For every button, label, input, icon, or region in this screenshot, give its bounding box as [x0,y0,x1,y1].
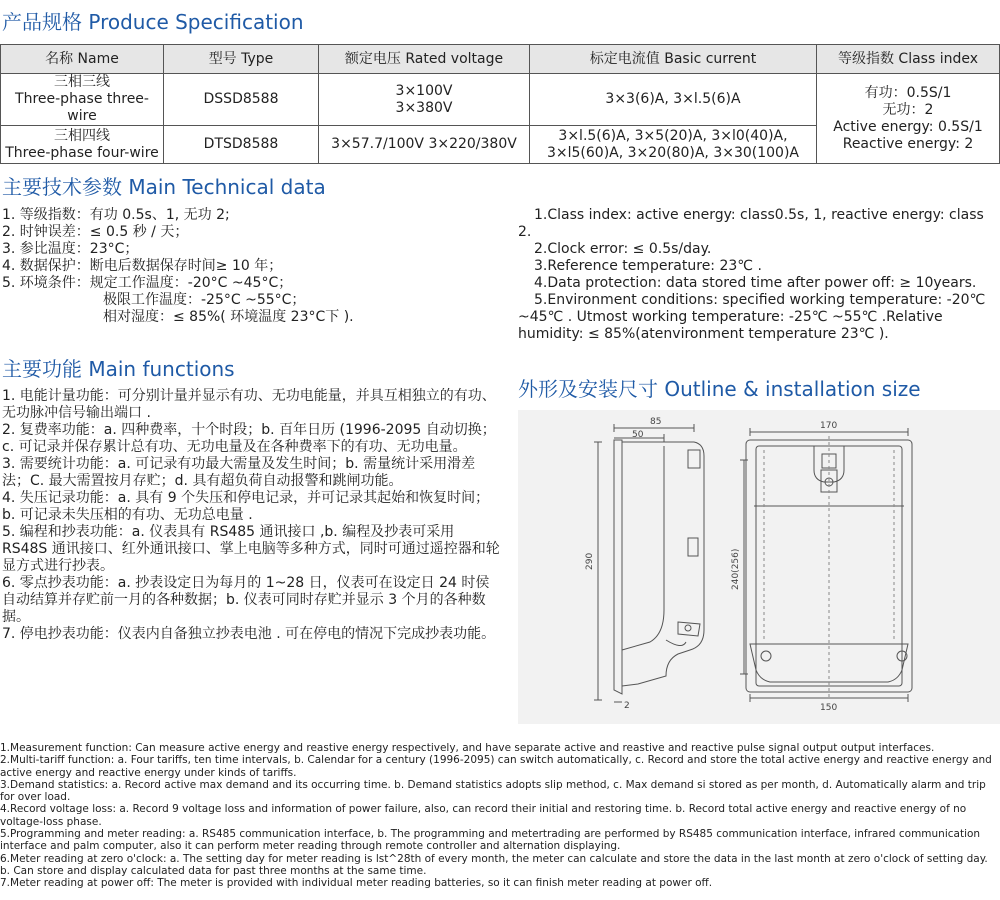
list-item: 4.Record voltage loss: a. Record 9 voltage loss and information of power failure, also, can record their initial and restoring time. b. Record total active energy and reactive energy of no voltage-loss phase. [0,803,967,828]
cell-class-index [817,74,1000,164]
list-item: 3. 需要统计功能：a. 可记录有功最大需量及发生时间；b. 需量统计采用滑差法；C. 最大需置按月存贮；d. 具有超负荷自动报警和跳闸功能。 [2,456,476,489]
tech-list-en [518,207,1000,343]
dim-label-mount-height: 240(256) [731,548,741,590]
name-en: Three-phase three-wire [15,91,149,124]
list-item: 2.Clock error: ≤ 0.5s/day. [534,241,712,257]
class-line: 无功：2 [882,101,934,118]
list-item: 2. 复费率功能：a. 四种费率，十个时段；b. 百年日历 (1996-2095 自动切换； c. 可记录并保存累计总有功、无功电量及在各种费率下的有功、无功电量。 [2,422,496,455]
outline-drawing [518,410,1000,724]
list-item: 7. 停电抄表功能：仪表内自备独立抄表电池 . 可在停电的情况下完成抄表功能。 [2,626,496,642]
list-item: 3.Demand statistics: a. Record active max demand and its occurring time. b. Demand statistics adopts slip method, c. Max demand si stored as per month, d. Automatically alarm and trip for over load. [0,778,986,804]
current-line: 3×l5(60)A, 3×20(80)A, 3×30(100)A [547,144,799,161]
list-item: 6.Meter reading at zero o'clock: a. The setting day for meter reading is lst^28th of every month, the meter can calculate and store the data in the last month at zero o'clock of setting day. b. Can store and display calculated data for past three months at the same time. [0,852,988,877]
functions-section-title: 主要功能 Main functions [2,357,235,381]
class-line: Reactive energy: 2 [842,135,974,152]
header-current: 标定电流值 Basic current [530,45,817,74]
cell-current [530,126,817,164]
dim-label-height: 290 [585,552,595,570]
list-item: 3.Reference temperature: 23℃ . [534,258,762,274]
header-voltage: 额定电压 Rated voltage [319,45,530,74]
functions-list-cn [2,388,502,643]
outline-section-title: 外形及安装尺寸 Outline & installation size [518,377,921,401]
list-item: 相对湿度：≤ 85%( 环境温度 23°C下 ). [103,309,354,325]
name-en: Three-phase four-wire [5,144,159,161]
list-item: 5.Environment conditions: specified working temperature: -20℃ ~45℃ . Utmost working temperature: -25℃ ~55℃ .Relative humidity: ≤ 85%(atenvironment temperature 23℃ ). [518,292,986,342]
cell-name [1,74,164,126]
dim-label-wall: 2 [624,701,630,711]
tech-list-cn [2,207,502,326]
class-line: 有功：0.5S/1 [864,84,952,101]
list-item: 7.Meter reading at power off: The meter is provided with individual meter reading batteries, so it can finish meter reading at power off. [0,877,713,890]
header-class: 等级指数 Class index [817,45,1000,74]
list-item: 5.Programming and meter reading: a. RS485 communication interface, b. The programming and metertrading are performed by RS485 communication interface, infrared communication interface and palm computer, also it can perform meter reading through remote controller and alternation displaying. [0,828,981,853]
cell-current: 3×3(6)A, 3×l.5(6)A [530,74,817,126]
list-item: 4. 失压记录功能：a. 具有 9 个失压和停电记录，并可记录其起始和恢复时间；b. 可记录未失压相的有功、无功总电量 . [2,490,490,523]
meter-outline-svg [518,410,1000,724]
list-item: 1. 等级指数：有功 0.5s、1, 无功 2; [2,207,230,223]
list-item: 极限工作温度：-25°C ~55°C； [103,292,306,308]
cell-name [1,126,164,164]
cell-voltage [319,74,530,126]
list-item: 4.Data protection: data stored time after power off: ≥ 10years. [534,275,977,291]
header-name: 名称 Name [1,45,164,74]
cell-type: DSSD8588 [164,74,319,126]
name-cn: 三相四线 [54,127,110,144]
tech-section-title: 主要技术参数 Main Technical data [2,175,326,199]
cell-type: DTSD8588 [164,126,319,164]
list-item: 1.Class index: active energy: class0.5s, 1, reactive energy: class 2. [518,207,984,240]
table-row [1,74,1000,126]
list-item: 1. 电能计量功能：可分别计量并显示有功、无功电能量，并具互相独立的有功、无功脉冲信号输出端口 . [2,388,496,421]
dim-label-mount-width: 150 [820,703,838,713]
dim-label-front: 50 [632,430,644,440]
class-line: Active energy: 0.5S/1 [833,118,983,135]
list-item: 5. 环境条件：规定工作温度：-20°C ~45°C； [2,275,293,291]
spec-section-title: 产品规格 Produce Specification [2,10,304,34]
list-item: 2.Multi-tariff function: a. Four tariffs, ten time intervals, b. Calendar for a century (1996-2095) can switch automatically, c. Record and store the total active energy and reactive energy and active energy and reactive energy under kinds of tariffs. [0,754,992,779]
header-type: 型号 Type [164,45,319,74]
list-item: 3. 参比温度：23°C； [2,241,139,257]
voltage-line: 3×100V [395,82,453,99]
current-line: 3×l.5(6)A, 3×5(20)A, 3×l0(40)A, [558,127,788,144]
cell-voltage: 3×57.7/100V 3×220/380V [319,126,530,164]
dim-label-width: 170 [820,421,838,431]
table-header-row [1,45,1000,74]
dim-label-depth: 85 [650,417,662,427]
list-item: 4. 数据保护：断电后数据保存时间≥ 10 年； [2,258,283,274]
list-item: 5. 编程和抄表功能：a. 仪表具有 RS485 通讯接口 ,b. 编程及抄表可采用 RS48S 通讯接口、红外通讯接口、掌上电脑等多种方式，同时可通过遥控器和轮显方式进行抄表。 [2,524,500,574]
spec-table [0,44,1000,164]
name-cn: 三相三线 [54,74,110,90]
list-item: 6. 零点抄表功能：a. 抄表设定日为每月的 1~28 日，仪表可在设定日 24 时侯自动结算并存贮前一月的各种数据；b. 仪表可同时存贮并显示 3 个月的各种数据。 [2,575,490,625]
list-item: 2. 时钟误差：≤ 0.5 秒 / 天； [2,224,189,240]
functions-list-en [0,742,1000,890]
list-item: 1.Measurement function: Can measure active energy and reastive energy respectively, and have separate active and reastive and reactive pulse signal output output interfaces. [0,742,935,754]
voltage-line: 3×380V [395,99,453,116]
